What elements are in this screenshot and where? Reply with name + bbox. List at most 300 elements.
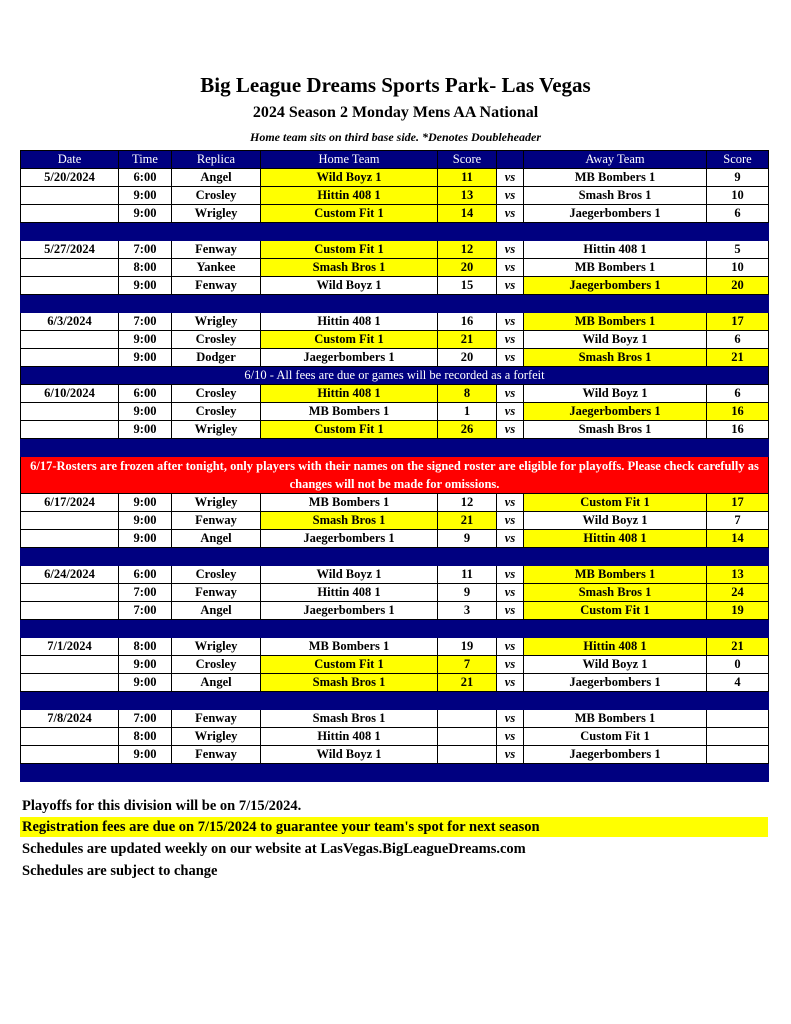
game-time: 9:00 [119, 421, 172, 439]
game-field: Angel [172, 674, 261, 692]
page-title: Big League Dreams Sports Park- Las Vegas [200, 73, 591, 97]
away-score: 17 [707, 313, 769, 331]
game-time: 9:00 [119, 331, 172, 349]
game-row [21, 403, 769, 421]
game-row [21, 187, 769, 205]
separator-cell [261, 692, 438, 710]
game-field: Crosley [172, 385, 261, 403]
away-team: MB Bombers 1 [524, 313, 707, 331]
home-score: 20 [438, 349, 497, 367]
home-team: Jaegerbombers 1 [261, 349, 438, 367]
home-score: 21 [438, 331, 497, 349]
game-time: 9:00 [119, 277, 172, 295]
game-time: 6:00 [119, 385, 172, 403]
separator-cell [438, 548, 497, 566]
home-team: Smash Bros 1 [261, 674, 438, 692]
home-score: 11 [438, 566, 497, 584]
separator-cell [707, 295, 769, 313]
separator-cell [21, 620, 119, 638]
game-field: Wrigley [172, 313, 261, 331]
away-team: Jaegerbombers 1 [524, 746, 707, 764]
away-score: 16 [707, 421, 769, 439]
game-date: 6/3/2024 [21, 313, 119, 331]
away-team: Custom Fit 1 [524, 602, 707, 620]
game-field: Angel [172, 530, 261, 548]
game-date: 7/1/2024 [21, 638, 119, 656]
away-score: 19 [707, 602, 769, 620]
home-score: 12 [438, 241, 497, 259]
home-team: Smash Bros 1 [261, 710, 438, 728]
home-team: Smash Bros 1 [261, 512, 438, 530]
home-team: MB Bombers 1 [261, 403, 438, 421]
game-date [21, 656, 119, 674]
away-score: 21 [707, 349, 769, 367]
vs-label: vs [497, 512, 524, 530]
away-score: 17 [707, 494, 769, 512]
game-date [21, 512, 119, 530]
away-team: Jaegerbombers 1 [524, 277, 707, 295]
separator-cell [707, 692, 769, 710]
vs-label: vs [497, 169, 524, 187]
game-row [21, 259, 769, 277]
game-time: 9:00 [119, 530, 172, 548]
game-row [21, 584, 769, 602]
game-date [21, 674, 119, 692]
separator-cell [21, 295, 119, 313]
game-date [21, 421, 119, 439]
fee-notice-row [21, 367, 769, 385]
website-note: Schedules are updated weekly on our website at LasVegas.BigLeagueDreams.com [22, 841, 526, 857]
game-date: 6/24/2024 [21, 566, 119, 584]
game-field: Wrigley [172, 638, 261, 656]
vs-label: vs [497, 566, 524, 584]
vs-label: vs [497, 530, 524, 548]
separator-cell [21, 764, 119, 782]
home-score: 1 [438, 403, 497, 421]
vs-label: vs [497, 349, 524, 367]
home-score [438, 710, 497, 728]
game-field: Fenway [172, 277, 261, 295]
separator-cell [21, 548, 119, 566]
week-separator-row [21, 295, 769, 313]
away-score: 24 [707, 584, 769, 602]
separator-cell [119, 692, 172, 710]
separator-cell [524, 620, 707, 638]
vs-label: vs [497, 277, 524, 295]
separator-cell [438, 223, 497, 241]
game-field: Wrigley [172, 421, 261, 439]
away-team: Wild Boyz 1 [524, 512, 707, 530]
separator-cell [172, 620, 261, 638]
game-row [21, 566, 769, 584]
home-team: Jaegerbombers 1 [261, 530, 438, 548]
column-header-away-team: Away Team [524, 151, 707, 169]
home-score [438, 728, 497, 746]
home-score [438, 746, 497, 764]
separator-cell [119, 764, 172, 782]
away-score [707, 746, 769, 764]
home-score: 21 [438, 674, 497, 692]
separator-cell [438, 620, 497, 638]
separator-cell [707, 439, 769, 457]
week-separator-row [21, 620, 769, 638]
game-field: Crosley [172, 656, 261, 674]
game-date [21, 403, 119, 421]
home-score: 19 [438, 638, 497, 656]
vs-label: vs [497, 710, 524, 728]
vs-label: vs [497, 187, 524, 205]
separator-cell [707, 548, 769, 566]
schedule-subtitle: 2024 Season 2 Monday Mens AA National [252, 104, 539, 121]
home-team: Hittin 408 1 [261, 187, 438, 205]
game-time: 8:00 [119, 259, 172, 277]
home-score: 13 [438, 187, 497, 205]
separator-cell [497, 548, 524, 566]
home-team: Custom Fit 1 [261, 241, 438, 259]
away-team: MB Bombers 1 [524, 710, 707, 728]
home-team: Smash Bros 1 [261, 259, 438, 277]
game-field: Dodger [172, 349, 261, 367]
game-field: Yankee [172, 259, 261, 277]
home-team: MB Bombers 1 [261, 494, 438, 512]
away-team: Wild Boyz 1 [524, 331, 707, 349]
game-time: 9:00 [119, 187, 172, 205]
game-time: 7:00 [119, 602, 172, 620]
separator-cell [172, 764, 261, 782]
vs-label: vs [497, 421, 524, 439]
separator-cell [438, 439, 497, 457]
game-date [21, 277, 119, 295]
column-header-home-score: Score [438, 151, 497, 169]
home-team: Custom Fit 1 [261, 205, 438, 223]
away-score: 20 [707, 277, 769, 295]
home-score: 8 [438, 385, 497, 403]
game-row [21, 602, 769, 620]
vs-label: vs [497, 385, 524, 403]
game-date [21, 187, 119, 205]
separator-cell [497, 439, 524, 457]
separator-cell [261, 223, 438, 241]
separator-cell [524, 548, 707, 566]
game-date [21, 259, 119, 277]
vs-label: vs [497, 403, 524, 421]
away-team: Smash Bros 1 [524, 187, 707, 205]
away-team: MB Bombers 1 [524, 259, 707, 277]
separator-cell [172, 439, 261, 457]
playoffs-note: Playoffs for this division will be on 7/15/2024. [22, 798, 302, 814]
game-row [21, 277, 769, 295]
game-row [21, 349, 769, 367]
vs-label: vs [497, 674, 524, 692]
home-team: Hittin 408 1 [261, 728, 438, 746]
game-time: 8:00 [119, 638, 172, 656]
away-score: 6 [707, 205, 769, 223]
game-time: 8:00 [119, 728, 172, 746]
schedule-table [20, 150, 769, 782]
vs-label: vs [497, 313, 524, 331]
away-team: Jaegerbombers 1 [524, 674, 707, 692]
separator-cell [497, 295, 524, 313]
away-score: 21 [707, 638, 769, 656]
away-team: Custom Fit 1 [524, 728, 707, 746]
game-date: 6/10/2024 [21, 385, 119, 403]
game-date [21, 746, 119, 764]
game-row [21, 169, 769, 187]
vs-label: vs [497, 602, 524, 620]
separator-cell [497, 764, 524, 782]
home-team: Custom Fit 1 [261, 656, 438, 674]
away-score: 5 [707, 241, 769, 259]
separator-cell [261, 620, 438, 638]
separator-cell [707, 620, 769, 638]
away-score: 7 [707, 512, 769, 530]
vs-label: vs [497, 205, 524, 223]
separator-cell [261, 764, 438, 782]
away-team: Smash Bros 1 [524, 584, 707, 602]
away-score: 0 [707, 656, 769, 674]
separator-cell [524, 764, 707, 782]
home-team: MB Bombers 1 [261, 638, 438, 656]
vs-label: vs [497, 728, 524, 746]
game-row [21, 674, 769, 692]
column-header-vs [497, 151, 524, 169]
home-score: 14 [438, 205, 497, 223]
separator-cell [119, 223, 172, 241]
game-date [21, 331, 119, 349]
home-score: 21 [438, 512, 497, 530]
game-time: 7:00 [119, 313, 172, 331]
schedule-body [21, 169, 769, 782]
week-separator-row [21, 223, 769, 241]
schedule-note: Home team sits on third base side. *Denotes Doubleheader [250, 130, 541, 144]
game-row [21, 710, 769, 728]
game-date [21, 584, 119, 602]
away-score: 6 [707, 385, 769, 403]
home-team: Wild Boyz 1 [261, 746, 438, 764]
registration-note: Registration fees are due on 7/15/2024 to guarantee your team's spot for next season [20, 817, 768, 837]
game-field: Crosley [172, 566, 261, 584]
vs-label: vs [497, 656, 524, 674]
game-time: 6:00 [119, 169, 172, 187]
game-time: 7:00 [119, 584, 172, 602]
game-date [21, 728, 119, 746]
separator-cell [21, 439, 119, 457]
home-score: 7 [438, 656, 497, 674]
vs-label: vs [497, 259, 524, 277]
game-field: Angel [172, 169, 261, 187]
away-team: MB Bombers 1 [524, 566, 707, 584]
home-score: 9 [438, 584, 497, 602]
game-field: Wrigley [172, 728, 261, 746]
week-separator-row [21, 439, 769, 457]
game-time: 9:00 [119, 656, 172, 674]
separator-cell [172, 223, 261, 241]
home-team: Wild Boyz 1 [261, 277, 438, 295]
away-team: Smash Bros 1 [524, 349, 707, 367]
game-row [21, 421, 769, 439]
game-field: Crosley [172, 187, 261, 205]
game-row [21, 205, 769, 223]
game-row [21, 241, 769, 259]
separator-cell [21, 692, 119, 710]
vs-label: vs [497, 584, 524, 602]
away-team: Wild Boyz 1 [524, 385, 707, 403]
game-field: Angel [172, 602, 261, 620]
home-score: 26 [438, 421, 497, 439]
separator-cell [172, 295, 261, 313]
away-score: 14 [707, 530, 769, 548]
game-field: Fenway [172, 241, 261, 259]
game-row [21, 728, 769, 746]
game-time: 9:00 [119, 674, 172, 692]
home-score: 15 [438, 277, 497, 295]
separator-cell [497, 692, 524, 710]
home-score: 9 [438, 530, 497, 548]
home-team: Hittin 408 1 [261, 584, 438, 602]
separator-cell [119, 295, 172, 313]
subject-to-change-note: Schedules are subject to change [22, 863, 218, 879]
separator-cell [119, 548, 172, 566]
column-header-away-score: Score [707, 151, 769, 169]
away-score: 16 [707, 403, 769, 421]
separator-cell [707, 223, 769, 241]
away-team: Hittin 408 1 [524, 638, 707, 656]
game-row [21, 530, 769, 548]
home-team: Jaegerbombers 1 [261, 602, 438, 620]
separator-cell [261, 439, 438, 457]
game-field: Fenway [172, 584, 261, 602]
separator-cell [172, 548, 261, 566]
separator-cell [438, 764, 497, 782]
game-date: 5/27/2024 [21, 241, 119, 259]
separator-cell [438, 692, 497, 710]
game-row [21, 331, 769, 349]
separator-cell [119, 620, 172, 638]
roster-alert-text: 6/17-Rosters are frozen after tonight, only players with their names on the signed roster are eligible for playoffs. Please check carefully as changes will not be made for omissions. [21, 457, 769, 494]
home-score: 16 [438, 313, 497, 331]
separator-cell [524, 439, 707, 457]
home-score: 20 [438, 259, 497, 277]
game-date [21, 205, 119, 223]
week-separator-row [21, 548, 769, 566]
vs-label: vs [497, 746, 524, 764]
away-team: MB Bombers 1 [524, 169, 707, 187]
game-date [21, 530, 119, 548]
separator-cell [707, 764, 769, 782]
home-team: Wild Boyz 1 [261, 169, 438, 187]
column-header-date: Date [21, 151, 119, 169]
column-header-replica: Replica [172, 151, 261, 169]
separator-cell [172, 692, 261, 710]
game-row [21, 494, 769, 512]
table-header-row [21, 151, 769, 169]
game-time: 9:00 [119, 512, 172, 530]
home-team: Hittin 408 1 [261, 313, 438, 331]
game-row [21, 746, 769, 764]
away-score: 10 [707, 259, 769, 277]
away-score [707, 728, 769, 746]
week-separator-row [21, 692, 769, 710]
separator-cell [261, 548, 438, 566]
vs-label: vs [497, 241, 524, 259]
game-time: 9:00 [119, 746, 172, 764]
game-field: Wrigley [172, 494, 261, 512]
separator-cell [261, 295, 438, 313]
game-row [21, 385, 769, 403]
week-separator-row [21, 764, 769, 782]
separator-cell [524, 223, 707, 241]
separator-cell [524, 295, 707, 313]
game-time: 9:00 [119, 349, 172, 367]
away-score: 13 [707, 566, 769, 584]
game-row [21, 512, 769, 530]
separator-cell [438, 295, 497, 313]
game-field: Crosley [172, 331, 261, 349]
separator-cell [497, 620, 524, 638]
column-header-home-team: Home Team [261, 151, 438, 169]
home-team: Hittin 408 1 [261, 385, 438, 403]
game-time: 7:00 [119, 710, 172, 728]
game-time: 9:00 [119, 403, 172, 421]
away-score [707, 710, 769, 728]
game-field: Fenway [172, 710, 261, 728]
away-team: Wild Boyz 1 [524, 656, 707, 674]
home-score: 3 [438, 602, 497, 620]
separator-cell [497, 223, 524, 241]
game-date: 6/17/2024 [21, 494, 119, 512]
game-date: 5/20/2024 [21, 169, 119, 187]
game-time: 6:00 [119, 566, 172, 584]
game-field: Crosley [172, 403, 261, 421]
game-date [21, 602, 119, 620]
away-team: Hittin 408 1 [524, 241, 707, 259]
column-header-time: Time [119, 151, 172, 169]
separator-cell [524, 692, 707, 710]
away-team: Jaegerbombers 1 [524, 403, 707, 421]
away-team: Hittin 408 1 [524, 530, 707, 548]
game-row [21, 313, 769, 331]
separator-cell [119, 439, 172, 457]
roster-alert-row [21, 457, 769, 494]
game-field: Fenway [172, 746, 261, 764]
away-score: 4 [707, 674, 769, 692]
away-score: 6 [707, 331, 769, 349]
away-team: Custom Fit 1 [524, 494, 707, 512]
game-field: Wrigley [172, 205, 261, 223]
game-row [21, 638, 769, 656]
vs-label: vs [497, 331, 524, 349]
game-date [21, 349, 119, 367]
fee-notice-text: 6/10 - All fees are due or games will be recorded as a forfeit [21, 367, 769, 385]
home-score: 12 [438, 494, 497, 512]
home-score: 11 [438, 169, 497, 187]
home-team: Custom Fit 1 [261, 421, 438, 439]
away-team: Smash Bros 1 [524, 421, 707, 439]
vs-label: vs [497, 638, 524, 656]
vs-label: vs [497, 494, 524, 512]
game-time: 7:00 [119, 241, 172, 259]
away-team: Jaegerbombers 1 [524, 205, 707, 223]
home-team: Custom Fit 1 [261, 331, 438, 349]
separator-cell [21, 223, 119, 241]
away-score: 9 [707, 169, 769, 187]
game-row [21, 656, 769, 674]
home-team: Wild Boyz 1 [261, 566, 438, 584]
game-time: 9:00 [119, 205, 172, 223]
away-score: 10 [707, 187, 769, 205]
game-field: Fenway [172, 512, 261, 530]
game-date: 7/8/2024 [21, 710, 119, 728]
